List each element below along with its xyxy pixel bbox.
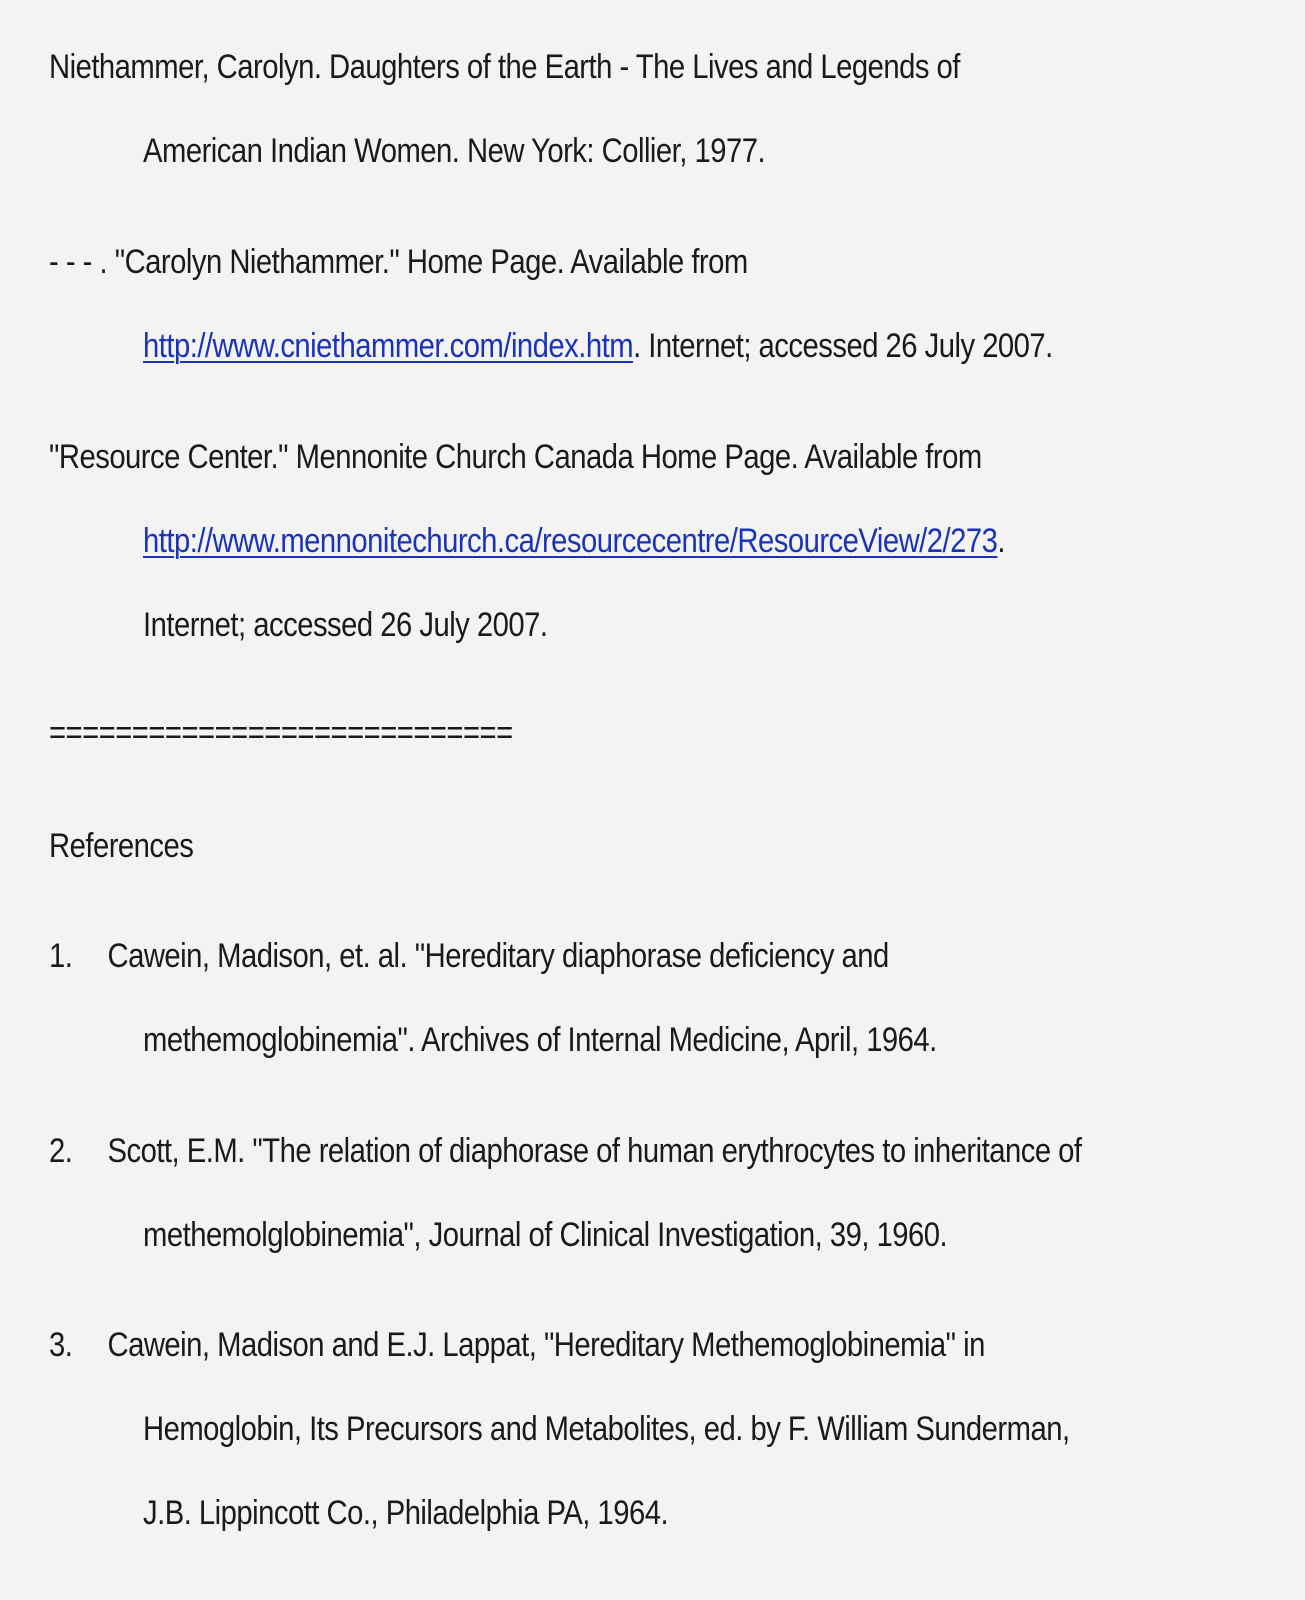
reference-2-line-1: 2. Scott, E.M. "The relation of diaphorase of human erythrocytes to inheritance of bbox=[49, 1132, 1082, 1170]
mennonite-church-link[interactable]: http://www.mennonitechurch.ca/resourcecentre/ResourceView/2/273 bbox=[143, 522, 998, 560]
section-divider: ============================ bbox=[49, 714, 513, 752]
bib-entry-3-line-2: http://www.mennonitechurch.ca/resourcecentre/ResourceView/2/273. bbox=[143, 522, 1006, 560]
reference-2-line-2: methemolglobinemia", Journal of Clinical Investigation, 39, 1960. bbox=[143, 1216, 948, 1254]
bib-entry-1-line-1: Niethammer, Carolyn. Daughters of the Earth - The Lives and Legends of bbox=[49, 48, 960, 86]
reference-3-line-3: J.B. Lippincott Co., Philadelphia PA, 1964. bbox=[143, 1494, 669, 1532]
bib-entry-2-line-1: - - - . "Carolyn Niethammer." Home Page. Available from bbox=[49, 243, 748, 281]
reference-3-line-2: Hemoglobin, Its Precursors and Metabolites, ed. by F. William Sunderman, bbox=[143, 1410, 1070, 1448]
bib-entry-1-line-2: American Indian Women. New York: Collier, 1977. bbox=[143, 132, 766, 170]
cniethammer-link[interactable]: http://www.cniethammer.com/index.htm bbox=[143, 327, 634, 365]
reference-number: 1. bbox=[49, 937, 73, 975]
reference-1-line-1: 1. Cawein, Madison, et. al. "Hereditary diaphorase deficiency and bbox=[49, 937, 889, 975]
reference-number: 2. bbox=[49, 1132, 73, 1170]
bib-entry-3-line-1: "Resource Center." Mennonite Church Canada Home Page. Available from bbox=[49, 438, 982, 476]
reference-3-line-1: 3. Cawein, Madison and E.J. Lappat, "Hereditary Methemoglobinemia" in bbox=[49, 1326, 985, 1364]
bib-entry-2-line-2: http://www.cniethammer.com/index.htm. Internet; accessed 26 July 2007. bbox=[143, 327, 1053, 365]
reference-number: 3. bbox=[49, 1326, 73, 1364]
reference-1-line-2: methemoglobinemia". Archives of Internal Medicine, April, 1964. bbox=[143, 1021, 937, 1059]
references-heading: References bbox=[49, 827, 194, 865]
bib-entry-3-line-3: Internet; accessed 26 July 2007. bbox=[143, 606, 548, 644]
